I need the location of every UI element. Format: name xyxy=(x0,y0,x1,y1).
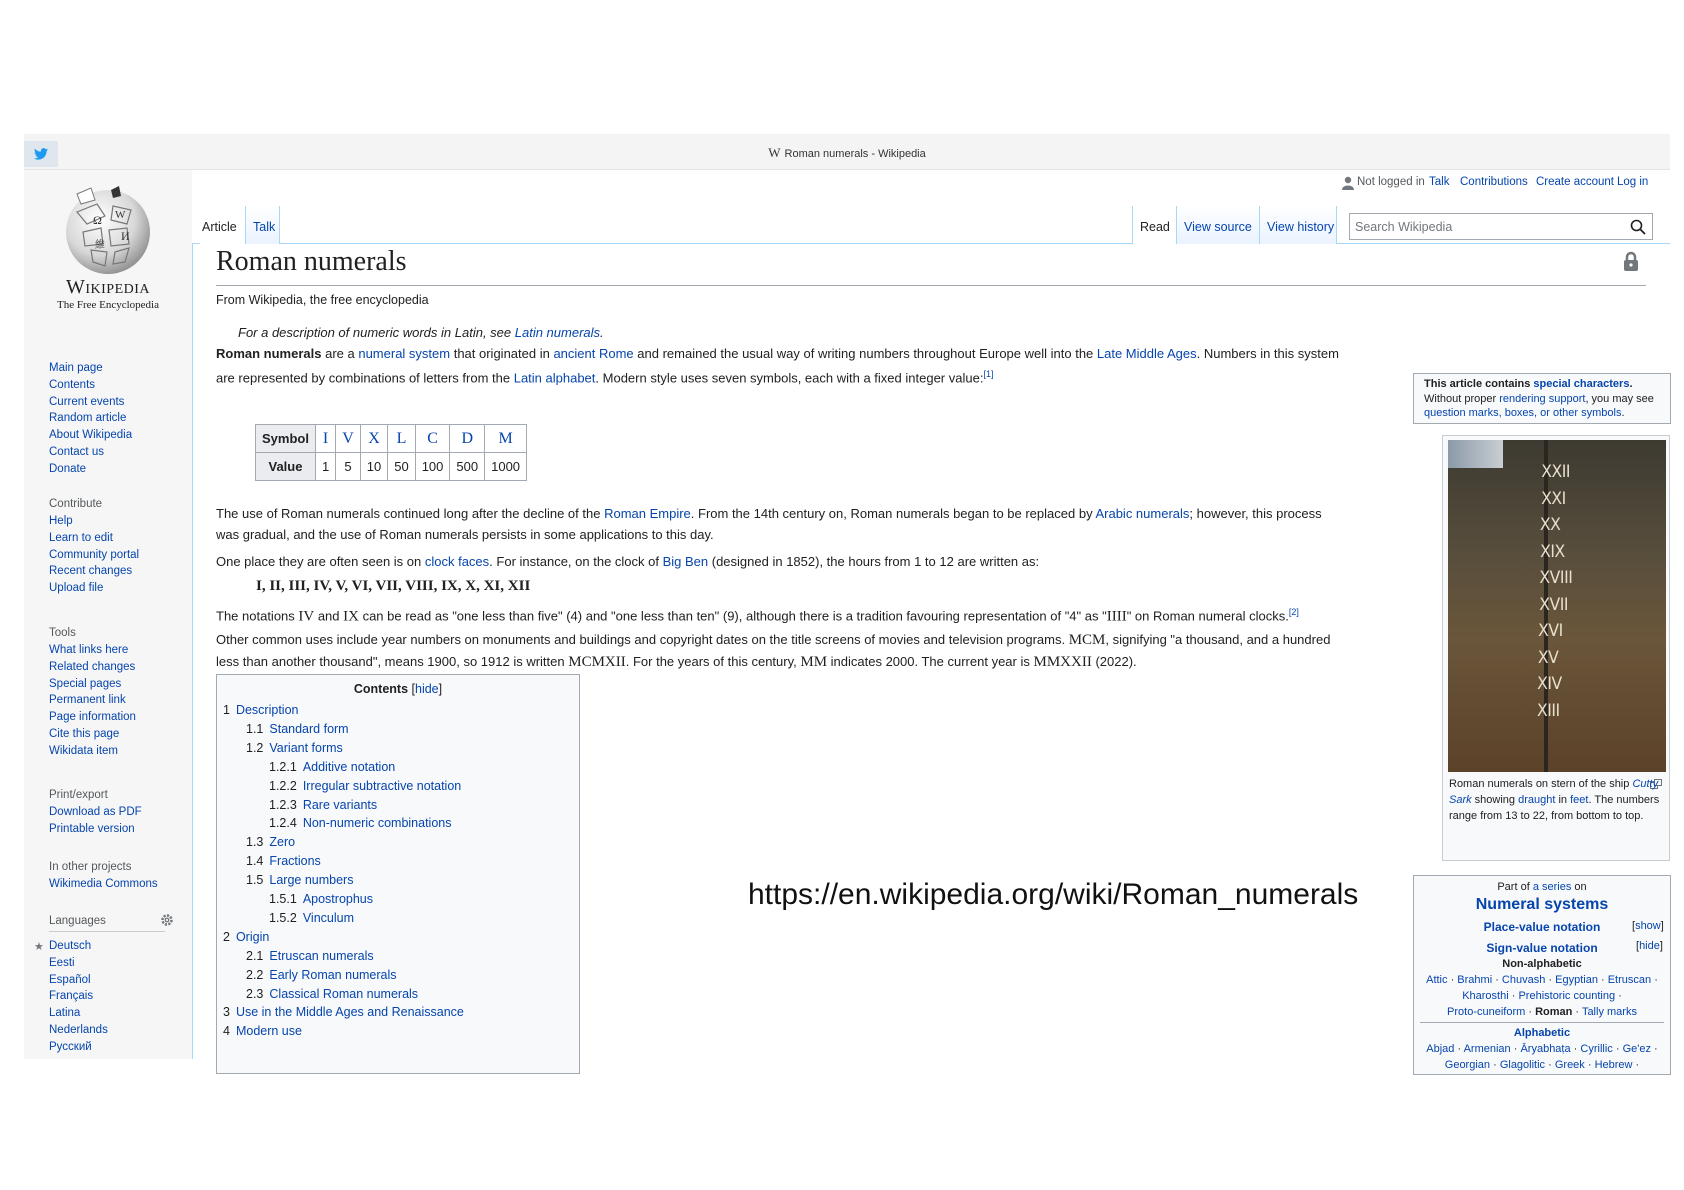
toc-link[interactable]: Additive notation xyxy=(302,759,396,774)
symbol-v[interactable]: V xyxy=(336,425,361,453)
rendering-support-link[interactable]: rendering support xyxy=(1499,392,1586,405)
separator-dot: · xyxy=(1525,1006,1536,1018)
sidebar xyxy=(24,170,192,1059)
roman-ix: IX xyxy=(343,608,359,625)
place-value-show-link[interactable]: show xyxy=(1635,920,1661,932)
series-line-4 xyxy=(1414,1043,1670,1055)
toc-item[interactable] xyxy=(269,798,377,812)
symbol-d[interactable]: D xyxy=(450,425,485,453)
series-link-kharosthi[interactable]: Kharosthi xyxy=(1462,990,1509,1002)
notice-text-2: , you may see xyxy=(1585,392,1654,405)
tab-article-label: Article xyxy=(202,220,237,234)
series-link-ge-ez[interactable]: Ge'ez xyxy=(1622,1043,1651,1055)
notice-text-1: Without proper xyxy=(1424,392,1500,405)
caption-text-4: . The numbers range from 13 to 22, from bottom to top. xyxy=(1449,794,1660,822)
separator-dot: · xyxy=(1615,990,1622,1002)
caption-text-3: in xyxy=(1555,794,1571,806)
intro-text-1: are a xyxy=(321,346,359,361)
series-link-armenian[interactable]: Armenian xyxy=(1463,1043,1511,1055)
series-link-proto-cuneiform[interactable]: Proto-cuneiform xyxy=(1447,1006,1526,1018)
sidebar-item-community-portal[interactable]: Community portal xyxy=(49,548,140,561)
toc-link[interactable]: Description xyxy=(235,703,299,717)
sidebar-item-printable-version[interactable]: Printable version xyxy=(49,822,135,835)
stern-numeral: XIV xyxy=(1537,674,1562,694)
p4-text-4: " on Roman numeral clocks. xyxy=(1126,608,1289,624)
sidebar-item-espan-ol[interactable]: Español xyxy=(49,973,91,986)
toc-item[interactable] xyxy=(246,949,374,963)
series-link-abjad[interactable]: Abjad xyxy=(1426,1043,1455,1055)
toc-title: Contents xyxy=(353,682,409,696)
svg-text:W: W xyxy=(115,209,126,221)
svg-text:И: И xyxy=(121,229,130,243)
separator-dot: · xyxy=(1651,974,1658,986)
series-on-text: on xyxy=(1571,881,1587,893)
series-link-brahmi[interactable]: Brahmi xyxy=(1457,974,1493,986)
draught-link[interactable]: draught xyxy=(1518,794,1556,806)
sidebar-item-wikidata-item[interactable]: Wikidata item xyxy=(49,744,119,757)
toc-link[interactable]: Apostrophus xyxy=(302,892,373,906)
sidebar-item-deutsch[interactable]: Deutsch xyxy=(49,940,92,952)
p3-text-3: (designed in 1852), the hours from 1 to 12 are written as: xyxy=(708,554,1040,569)
value-cell: 50 xyxy=(388,453,415,481)
toc-number: 3 xyxy=(223,1005,230,1020)
toc-number: 2.2 xyxy=(246,967,264,982)
uses-paragraph xyxy=(216,629,1346,673)
symbol-header: Symbol xyxy=(256,425,316,453)
toc-link[interactable]: Modern use xyxy=(235,1024,302,1039)
sidebar-item-related-changes[interactable]: Related changes xyxy=(49,660,136,673)
wikipedia-logo[interactable] xyxy=(46,184,170,311)
caption-text-1: Roman numerals on stern of the ship xyxy=(1449,778,1633,790)
numeral-system-link[interactable]: numeral system xyxy=(358,346,451,361)
intro-bold-term: Roman numerals xyxy=(216,346,322,361)
ancient-rome-link[interactable]: ancient Rome xyxy=(553,346,634,361)
wikipedia-tagline: The Free Encyclopedia xyxy=(56,299,159,311)
notice-bold-text: This article contains xyxy=(1424,378,1534,390)
tab-read[interactable] xyxy=(1132,206,1177,244)
languages-heading: Languages xyxy=(49,915,106,927)
sidebar-item-random-article[interactable]: Random article xyxy=(49,412,127,425)
protection-lock-icon[interactable] xyxy=(1623,252,1639,272)
tab-read-label: Read xyxy=(1140,220,1170,234)
toc-item[interactable] xyxy=(269,816,452,830)
toc-number: 1.5.2 xyxy=(269,910,297,925)
separator-dot: · xyxy=(1490,1059,1500,1071)
sidebar-item-cite-this-page[interactable]: Cite this page xyxy=(49,728,120,740)
separator-dot: · xyxy=(1597,974,1608,986)
sidebar-item-special-pages[interactable]: Special pages xyxy=(49,677,122,690)
sidebar-item-franc-ais[interactable]: Français xyxy=(49,990,94,1003)
separator-dot: · xyxy=(1632,1059,1640,1071)
p2-text-1: The use of Roman numerals continued long after the decline of the xyxy=(216,506,605,521)
p5-text-3: . For the years of this century, xyxy=(625,654,801,669)
toc-number: 1.5.1 xyxy=(269,892,297,906)
title-bar xyxy=(24,134,1670,170)
sidebar-item-help[interactable]: Help xyxy=(49,515,73,527)
tab-talk[interactable] xyxy=(246,206,280,244)
p4-text-1: The notations xyxy=(216,608,299,624)
series-link-prehistoric-counting[interactable]: Prehistoric counting xyxy=(1518,990,1616,1002)
series-link-egyptian[interactable]: Egyptian xyxy=(1555,974,1598,986)
cutty-sark-figure xyxy=(1442,435,1670,861)
toc-item[interactable] xyxy=(223,1024,302,1038)
value-cell: 500 xyxy=(450,453,485,481)
sidebar-item-upload-file[interactable]: Upload file xyxy=(49,582,104,595)
p5-text-4: indicates 2000. The current year is xyxy=(827,654,1034,669)
separator-dot: · xyxy=(1572,1006,1582,1018)
toc-link[interactable]: Classical Roman numerals xyxy=(269,986,419,1001)
toc-item[interactable] xyxy=(269,760,395,774)
toc-item[interactable] xyxy=(246,968,397,982)
toc-number: 2 xyxy=(223,929,230,944)
a-series-link[interactable]: a series xyxy=(1532,881,1572,893)
toc-link[interactable]: Variant forms xyxy=(269,740,343,755)
personal-talk-link[interactable]: Talk xyxy=(1429,176,1450,188)
contributions-link[interactable]: Contributions xyxy=(1460,176,1528,188)
place-value-toggle: [show] xyxy=(1632,920,1664,932)
clock-hours-list: I, II, III, IV, V, VI, VII, VIII, IX, X, XI, XII xyxy=(256,578,531,594)
series-part-of-text: Part of xyxy=(1497,881,1533,893)
stern-numeral: XVI xyxy=(1538,621,1563,641)
sidebar-item-download-as-pdf[interactable]: Download as PDF xyxy=(49,806,142,818)
intro-text-2: that originated in xyxy=(450,346,554,361)
toc-number: 1.2.4 xyxy=(269,816,297,831)
site-subtitle: From Wikipedia, the free encyclopedia xyxy=(216,293,429,307)
stern-numeral: XIX xyxy=(1539,541,1565,562)
stern-numeral: XV xyxy=(1537,647,1558,668)
figure-caption xyxy=(1449,776,1665,824)
toc-link[interactable]: Vinculum xyxy=(302,910,354,925)
series-line-3 xyxy=(1414,1006,1670,1018)
tab-view-history[interactable] xyxy=(1260,206,1337,244)
toc-number: 1.3 xyxy=(246,835,264,850)
stern-numeral: XXII xyxy=(1541,462,1571,482)
source-url-caption: https://en.wikipedia.org/wiki/Roman_numerals xyxy=(748,878,1359,911)
page-title: Roman numerals xyxy=(216,246,407,277)
toc-item[interactable] xyxy=(246,854,321,868)
window-title-text: Roman numerals - Wikipedia xyxy=(784,148,926,160)
series-line-2 xyxy=(1414,990,1670,1002)
toc-link[interactable]: Fractions xyxy=(269,854,321,869)
tools-heading: Tools xyxy=(49,627,76,639)
special-characters-notice xyxy=(1413,373,1671,424)
toc-item[interactable] xyxy=(223,703,298,717)
toc-link[interactable]: Etruscan numerals xyxy=(269,948,374,963)
toc-link[interactable]: Early Roman numerals xyxy=(269,967,397,982)
alphabetic-heading-link[interactable]: Alphabetic xyxy=(1513,1027,1571,1039)
clock-paragraph xyxy=(216,551,1346,572)
roman-iiii: IIII xyxy=(1106,608,1127,625)
toc-number: 1.5 xyxy=(246,873,264,888)
tab-article[interactable] xyxy=(200,206,246,244)
intro-text-4: . Numbers in this system are represented by combinations of letters from the xyxy=(216,346,1339,386)
svg-text:維: 維 xyxy=(95,240,105,251)
sidebar-item-item[interactable]: Русский xyxy=(49,1040,92,1053)
toc-item[interactable] xyxy=(269,779,461,793)
not-logged-in-status: Not logged in xyxy=(1357,176,1425,188)
feet-link[interactable]: feet xyxy=(1570,794,1589,806)
separator-dot: · xyxy=(1545,1059,1555,1071)
photo-background-stands xyxy=(1448,440,1503,468)
intro-paragraph xyxy=(216,343,1346,388)
tab-view-source[interactable] xyxy=(1177,206,1260,244)
log-in-link[interactable]: Log in xyxy=(1617,176,1649,188)
symbol-c[interactable]: C xyxy=(415,425,450,453)
series-divider xyxy=(1420,1022,1664,1023)
print-heading: Print/export xyxy=(49,789,108,801)
hatnote-text: For a description of numeric words in Latin, see xyxy=(238,325,515,340)
latin-alphabet-link[interactable]: Latin alphabet xyxy=(513,370,596,386)
series-link-glagolitic[interactable]: Glagolitic xyxy=(1499,1059,1546,1071)
tab-view-history-label: View history xyxy=(1267,220,1335,234)
arabic-numerals-link[interactable]: Arabic numerals xyxy=(1095,506,1190,521)
series-link-georgian[interactable]: Georgian xyxy=(1444,1059,1491,1071)
sidebar-item-contents[interactable]: Contents xyxy=(49,378,96,391)
notation-paragraph xyxy=(216,602,1346,627)
clock-faces-link[interactable]: clock faces xyxy=(424,554,490,569)
series-link-a-ryabhat-a[interactable]: Āryabhaṭa xyxy=(1520,1043,1571,1055)
contribute-heading: Contribute xyxy=(49,498,103,510)
separator-dot: · xyxy=(1612,1043,1623,1055)
caption-text-2: showing xyxy=(1471,794,1519,806)
toc-item[interactable] xyxy=(246,741,343,755)
roman-mm: MM xyxy=(800,654,828,670)
series-link-etruscan[interactable]: Etruscan xyxy=(1607,974,1652,986)
p2-text-3: ; however, this process was gradual, and the use of Roman numerals persists in some applications to this day. xyxy=(216,506,1322,542)
tab-view-source-label: View source xyxy=(1184,220,1252,234)
roman-empire-link[interactable]: Roman Empire xyxy=(604,506,691,521)
sidebar-item-latina[interactable]: Latina xyxy=(49,1007,81,1020)
toc-link[interactable]: Origin xyxy=(235,929,270,944)
window-title xyxy=(24,145,1670,161)
numeral-systems-title-link[interactable]: Numeral systems xyxy=(1475,896,1609,913)
sidebar-item-learn-to-edit[interactable]: Learn to edit xyxy=(49,531,113,544)
wikipedia-wordmark: Wikipedia xyxy=(65,276,151,298)
search-input[interactable] xyxy=(1355,218,1615,236)
projects-heading: In other projects xyxy=(49,861,132,873)
table-of-contents xyxy=(216,674,580,1074)
roman-iv: IV xyxy=(298,608,315,625)
symbol-i[interactable]: I xyxy=(315,425,335,453)
non-alphabetic-heading: Non-alphabetic xyxy=(1502,958,1582,970)
toc-link[interactable]: Standard form xyxy=(269,721,349,736)
p3-text-1: One place they are often seen is on xyxy=(216,554,425,569)
title-underline xyxy=(216,285,1646,286)
reference-1[interactable]: [1] xyxy=(983,369,994,379)
separator-dot: · xyxy=(1650,1043,1658,1055)
toc-item[interactable] xyxy=(269,911,354,925)
p5-text-5: (2022). xyxy=(1091,654,1137,669)
roman-mcm: MCM xyxy=(1068,632,1106,648)
search-icon[interactable] xyxy=(1630,219,1646,235)
value-cell: 100 xyxy=(415,453,450,481)
place-value-notation-link[interactable]: Place-value notation xyxy=(1483,920,1601,934)
intro-text-3: and remained the usual way of writing numbers throughout Europe well into the xyxy=(633,346,1097,361)
symbol-value-table xyxy=(255,424,527,481)
late-middle-ages-link[interactable]: Late Middle Ages xyxy=(1096,346,1197,361)
symbol-row xyxy=(256,425,527,453)
sidebar-item-current-events[interactable]: Current events xyxy=(49,395,125,408)
globe-icon xyxy=(57,184,159,276)
sidebar-item-donate[interactable]: Donate xyxy=(49,462,87,475)
wikipedia-w-icon: W xyxy=(768,145,781,160)
series-part-of xyxy=(1414,881,1670,893)
roman-mcmxii: MCMXII xyxy=(568,654,626,670)
toc-link[interactable]: Non-numeric combinations xyxy=(302,816,452,831)
latin-numerals-link[interactable]: Latin numerals xyxy=(514,325,601,340)
separator-dot: · xyxy=(1454,1043,1464,1055)
value-cell: 5 xyxy=(336,453,361,481)
series-link-roman: Roman xyxy=(1535,1006,1573,1018)
p2-text-2: . From the 14th century on, Roman numerals began to be replaced by xyxy=(690,506,1096,521)
languages-divider xyxy=(49,931,165,932)
series-link-chuvash[interactable]: Chuvash xyxy=(1501,974,1546,986)
history-paragraph xyxy=(216,503,1346,545)
sidebar-item-what-links-here[interactable]: What links here xyxy=(49,644,129,656)
separator-dot: · xyxy=(1508,990,1519,1002)
toc-number: 2.3 xyxy=(246,986,264,1001)
series-link-cyrillic[interactable]: Cyrillic xyxy=(1580,1043,1613,1055)
separator-dot: · xyxy=(1492,974,1502,986)
sidebar-item-main-page[interactable]: Main page xyxy=(49,362,103,374)
p4-text-2: and xyxy=(314,608,344,624)
sidebar-item-eesti[interactable]: Eesti xyxy=(49,956,75,969)
toc-number: 1.2.1 xyxy=(269,759,297,774)
toc-item[interactable] xyxy=(223,930,269,944)
series-link-tally-marks[interactable]: Tally marks xyxy=(1581,1006,1637,1018)
search-box xyxy=(1349,213,1653,240)
toc-header: Contents [hide] xyxy=(353,682,443,696)
sidebar-item-wikimedia-commons[interactable]: Wikimedia Commons xyxy=(49,878,158,890)
stern-numeral: XIII xyxy=(1536,700,1560,721)
cutty-sark-stern-photo[interactable] xyxy=(1448,440,1666,772)
sidebar-item-nederlands[interactable]: Nederlands xyxy=(49,1024,108,1036)
toc-number: 1.2 xyxy=(246,740,264,755)
toc-number: 1.4 xyxy=(246,854,264,869)
p5-text-1: Other common uses include year numbers on monuments and buildings and copyright dates on the title screens of movies and television programs. xyxy=(216,632,1069,647)
value-cell: 1000 xyxy=(485,453,527,481)
toc-item[interactable] xyxy=(246,722,349,736)
toc-link[interactable]: Large numbers xyxy=(269,873,354,888)
toc-link[interactable]: Zero xyxy=(269,835,296,850)
toc-link[interactable]: Rare variants xyxy=(302,797,378,812)
toc-link[interactable]: Irregular subtractive notation xyxy=(302,778,462,793)
svg-text:Ω: Ω xyxy=(93,213,102,227)
symbol-x[interactable]: X xyxy=(360,425,387,453)
hatnote xyxy=(238,325,604,340)
stern-numeral: XXI xyxy=(1540,488,1566,509)
p3-text-2: . For instance, on the clock of xyxy=(489,554,663,569)
series-line-1 xyxy=(1414,974,1670,986)
special-characters-link[interactable]: special characters xyxy=(1533,378,1630,390)
separator-dot: · xyxy=(1447,974,1458,986)
separator-dot: · xyxy=(1570,1043,1581,1055)
separator-dot: · xyxy=(1584,1059,1595,1071)
p5-text-2: , signifying "a thousand, and a hundred less than another thousand", means 1900, so 1912 is written xyxy=(216,632,1331,669)
value-header: Value xyxy=(256,453,316,481)
reference-2[interactable]: [2] xyxy=(1288,607,1299,617)
series-link-attic[interactable]: Attic xyxy=(1426,974,1448,986)
p4-text-3: can be read as "one less than five" (4) and "one less than ten" (9), although there is a tradition favouring representation of "4" as " xyxy=(358,608,1107,624)
toc-number: 4 xyxy=(223,1024,230,1039)
roman-mmxxii: MMXXII xyxy=(1033,654,1092,670)
sign-value-notation-link[interactable]: Sign-value notation xyxy=(1486,941,1598,955)
value-row xyxy=(256,453,527,481)
user-icon xyxy=(1342,176,1354,190)
toc-number: 2.1 xyxy=(246,948,264,963)
toc-hide-link[interactable]: hide xyxy=(415,682,439,696)
toc-item[interactable] xyxy=(246,987,418,1001)
stern-numeral: XVIII xyxy=(1539,568,1573,588)
value-cell: 1 xyxy=(315,453,335,481)
toc-link[interactable]: Use in the Middle Ages and Renaissance xyxy=(235,1005,464,1020)
series-line-5 xyxy=(1414,1059,1670,1071)
series-link-greek[interactable]: Greek xyxy=(1554,1059,1585,1071)
question-marks-link[interactable]: question marks, boxes, or other symbols xyxy=(1424,407,1622,419)
series-link-hebrew[interactable]: Hebrew xyxy=(1594,1059,1633,1071)
symbol-m[interactable]: M xyxy=(485,425,527,453)
notice-bold-end: . xyxy=(1629,378,1633,390)
sidebar-item-about-wikipedia[interactable]: About Wikipedia xyxy=(49,429,133,442)
sidebar-item-page-information[interactable]: Page information xyxy=(49,711,136,724)
big-ben-link[interactable]: Big Ben xyxy=(662,554,709,569)
star-icon: ★ xyxy=(34,941,44,953)
sign-value-hide-link[interactable]: hide xyxy=(1639,940,1660,952)
browser-window xyxy=(24,134,1670,1071)
cutty-sark-link[interactable]: Cutty Sark xyxy=(1449,778,1659,806)
symbol-l[interactable]: L xyxy=(388,425,415,453)
notice-text-3: . xyxy=(1621,407,1625,419)
sidebar-item-permanent-link[interactable]: Permanent link xyxy=(49,694,126,707)
separator-dot: · xyxy=(1510,1043,1521,1055)
hatnote-end: . xyxy=(600,325,604,340)
sidebar-item-recent-changes[interactable]: Recent changes xyxy=(49,565,133,578)
stern-numeral: XVII xyxy=(1538,594,1568,615)
toc-number: 1.2.3 xyxy=(269,797,297,812)
toc-item[interactable] xyxy=(246,873,353,887)
language-settings-gear-icon[interactable] xyxy=(160,913,174,927)
toc-number: 1 xyxy=(223,703,230,717)
sidebar-item-contact-us[interactable]: Contact us xyxy=(49,446,104,458)
tab-talk-label: Talk xyxy=(253,220,276,234)
value-cell: 10 xyxy=(360,453,387,481)
toc-item[interactable] xyxy=(269,892,373,906)
separator-dot: · xyxy=(1545,974,1556,986)
toc-number: 1.1 xyxy=(246,721,264,736)
numeral-systems-navbox xyxy=(1413,875,1671,1075)
toc-item[interactable] xyxy=(246,835,295,849)
intro-text-5: . Modern style uses seven symbols, each with a fixed integer value: xyxy=(595,370,984,386)
stern-numeral: XX xyxy=(1539,515,1561,535)
create-account-link[interactable]: Create account xyxy=(1536,176,1614,188)
sign-value-toggle: [hide] xyxy=(1636,940,1663,952)
toc-item[interactable] xyxy=(223,1005,464,1019)
toc-number: 1.2.2 xyxy=(269,778,297,793)
